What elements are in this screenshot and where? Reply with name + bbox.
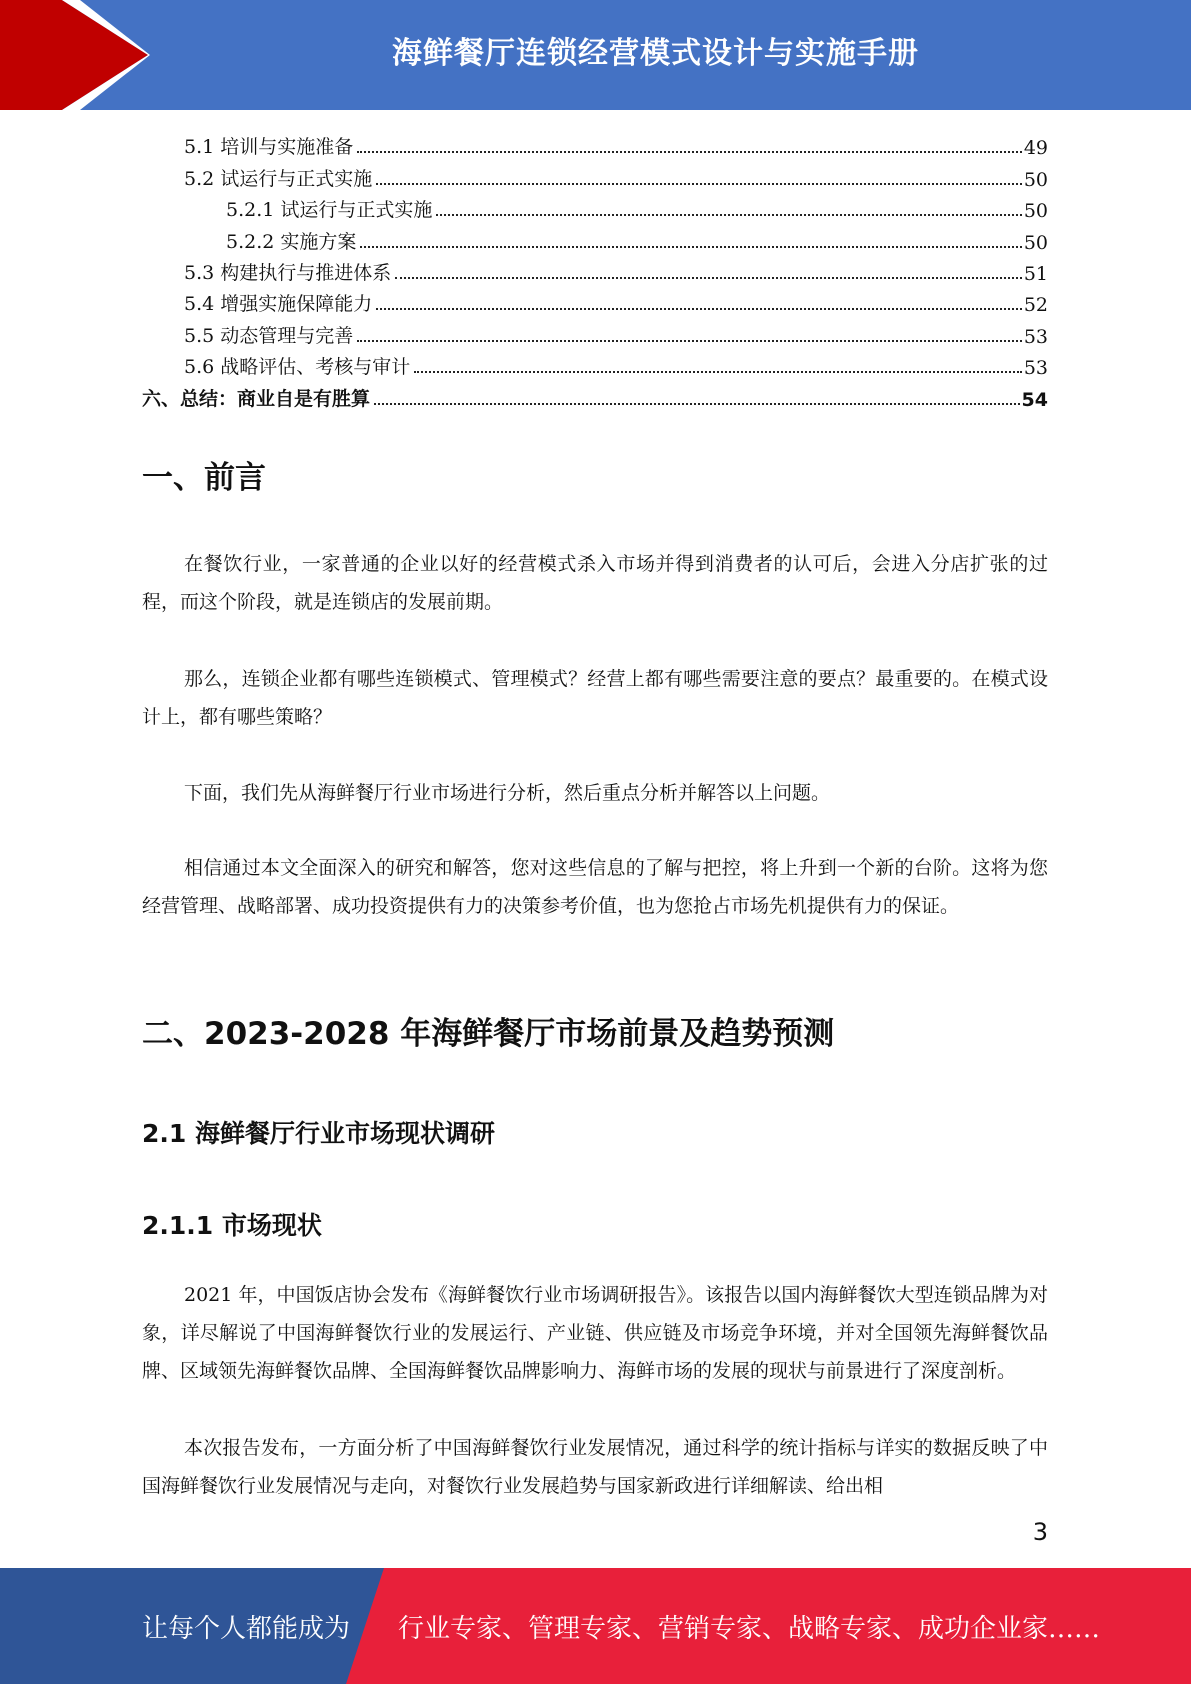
toc-entry[interactable] bbox=[142, 128, 1048, 159]
toc-entry-title: 5.2.2 实施方案 bbox=[226, 230, 357, 253]
paragraph: 那么，连锁企业都有哪些连锁模式、管理模式？经营上都有哪些需要注意的要点？最重要的。在模式设计上，都有哪些策略？ bbox=[142, 668, 1048, 728]
toc-entry-title: 5.5 动态管理与完善 bbox=[184, 324, 354, 347]
footer-slogan-left: 让每个人都能成为 bbox=[142, 1614, 351, 1644]
section-heading: 一、前言 bbox=[142, 460, 266, 496]
toc-leader-dots bbox=[357, 150, 1022, 153]
paragraph: 在餐饮行业，一家普通的企业以好的经营模式杀入市场并得到消费者的认可后，会进入分店扩张的过程，而这个阶段，就是连锁店的发展前期。 bbox=[142, 553, 1048, 613]
paragraph: 下面，我们先从海鲜餐厅行业市场进行分析，然后重点分析并解答以上问题。 bbox=[184, 782, 831, 804]
toc-entry-page: 50 bbox=[1023, 168, 1048, 191]
page-footer bbox=[0, 1568, 1191, 1684]
toc-entry-title: 5.6 战略评估、考核与审计 bbox=[184, 356, 411, 379]
toc-entry[interactable] bbox=[142, 254, 1048, 285]
paragraph: 本次报告发布，一方面分析了中国海鲜餐饮行业发展情况，通过科学的统计指标与详实的数据反映了中国海鲜餐饮行业发展情况与走向，对餐饮行业发展趋势与国家新政进行详细解读、给出相 bbox=[142, 1437, 1048, 1497]
toc-entry-page: 51 bbox=[1023, 262, 1048, 285]
toc-entry-page: 53 bbox=[1023, 325, 1048, 348]
subsection-heading: 2.1.1 市场现状 bbox=[142, 1211, 322, 1240]
toc-entry[interactable] bbox=[142, 159, 1048, 190]
footer-slogan-right: 行业专家、管理专家、营销专家、战略专家、成功企业家…… bbox=[398, 1614, 1101, 1644]
toc-entry-title: 5.3 构建执行与推进体系 bbox=[184, 261, 392, 284]
toc-entry-page: 53 bbox=[1023, 357, 1048, 380]
toc-leader-dots bbox=[376, 182, 1022, 185]
toc-entry[interactable] bbox=[142, 316, 1048, 347]
toc-entry-title: 5.1 培训与实施准备 bbox=[184, 136, 354, 159]
toc-leader-dots bbox=[376, 307, 1022, 310]
toc-entry-page: 49 bbox=[1023, 137, 1048, 160]
toc-leader-dots bbox=[357, 339, 1022, 342]
toc-entry-title: 六、总结：商业自是有胜算 bbox=[142, 387, 371, 410]
toc-entry-page: 54 bbox=[1021, 388, 1048, 411]
toc-entry[interactable] bbox=[142, 191, 1048, 222]
toc-entry-page: 50 bbox=[1023, 231, 1048, 254]
toc-leader-dots bbox=[374, 402, 1020, 405]
paragraph: 相信通过本文全面深入的研究和解答，您对这些信息的了解与把控，将上升到一个新的台阶。这将为您经营管理、战略部署、成功投资提供有力的决策参考价值，也为您抢占市场先机提供有力的保证。 bbox=[142, 857, 1048, 917]
toc-entry-title: 5.2.1 试运行与正式实施 bbox=[226, 199, 433, 222]
toc-entry[interactable] bbox=[142, 379, 1048, 410]
toc-leader-dots bbox=[395, 276, 1022, 279]
toc-entry-title: 5.2 试运行与正式实施 bbox=[184, 167, 373, 190]
toc-entry-page: 52 bbox=[1023, 294, 1048, 317]
toc-entry[interactable] bbox=[142, 285, 1048, 316]
toc-entry[interactable] bbox=[142, 348, 1048, 379]
toc-leader-dots bbox=[436, 213, 1021, 216]
subsection-heading: 2.1 海鲜餐厅行业市场现状调研 bbox=[142, 1119, 495, 1148]
toc-leader-dots bbox=[414, 370, 1022, 373]
toc-entry-title: 5.4 增强实施保障能力 bbox=[184, 293, 373, 316]
page-header bbox=[0, 0, 1191, 110]
page-number: 3 bbox=[1032, 1518, 1048, 1546]
table-of-contents bbox=[142, 128, 1048, 411]
toc-entry-page: 50 bbox=[1023, 200, 1048, 223]
document-title: 海鲜餐厅连锁经营模式设计与实施手册 bbox=[392, 36, 919, 71]
toc-leader-dots bbox=[360, 245, 1021, 248]
section-heading: 二、2023-2028 年海鲜餐厅市场前景及趋势预测 bbox=[142, 1016, 835, 1052]
toc-entry[interactable] bbox=[142, 222, 1048, 253]
paragraph: 2021 年，中国饭店协会发布《海鲜餐饮行业市场调研报告》。该报告以国内海鲜餐饮大型连锁品牌为对象，详尽解说了中国海鲜餐饮行业的发展运行、产业链、供应链及市场竞争环境，并对全国领先海鲜餐饮品牌、区域领先海鲜餐饮品牌、全国海鲜餐饮品牌影响力、海鲜市场的发展的现状与前景进行了深度剖析。 bbox=[142, 1284, 1048, 1382]
